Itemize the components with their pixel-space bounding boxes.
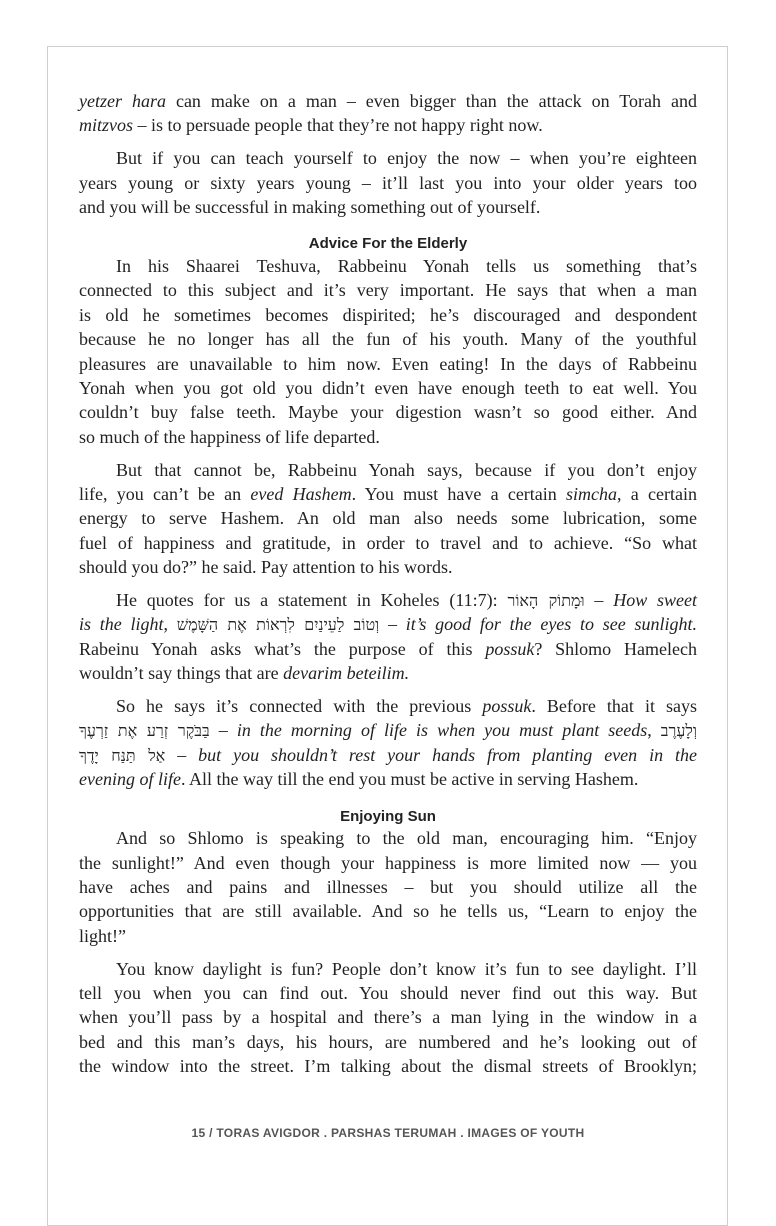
italic-text: How sweet [613, 590, 698, 611]
text-run: – [379, 614, 406, 635]
text-run: wouldn’t say things that are [79, 663, 284, 684]
text-line [79, 981, 697, 1005]
text-run: – [165, 744, 199, 765]
paragraph [79, 89, 697, 138]
text-run: Rabeinu Yonah asks what’s the purpose of this [79, 638, 486, 659]
text-line [79, 254, 697, 278]
text-run: can make on a man – even bigger than the attack on Torah and [165, 91, 697, 111]
text-line [79, 278, 697, 302]
text-run: when you’ll pass by a hospital and there’s a man lying in the window in a [79, 1007, 697, 1028]
text-line [79, 767, 697, 791]
paragraph [79, 588, 697, 686]
text-run: – is to persuade people that they’re not happy right now. [133, 115, 543, 136]
italic-text: simcha [566, 483, 618, 504]
text-run: , [163, 614, 177, 635]
text-run: You know daylight is fun? People don’t know it’s fun to see daylight. I’ll [116, 958, 697, 979]
text-run: – [584, 590, 614, 611]
text-run: fuel of happiness and gratitude, in order to travel and to achieve. “So what [79, 532, 697, 553]
text-run: . All the way till the end you must be active in serving Hashem. [180, 769, 639, 790]
text-run: Yonah when you got old you didn’t even have enough teeth to eat well. You [79, 377, 697, 398]
page-footer: 15 / TORAS AVIGDOR . PARSHAS TERUMAH . IMAGES OF YOUTH [191, 1126, 585, 1140]
text-line [79, 531, 697, 555]
text-run: couldn’t buy false teeth. Maybe your digestion wasn’t so good either. And [79, 402, 697, 423]
paragraph [79, 254, 697, 449]
italic-text: but you shouldn’t rest your hands from planting even in the [198, 744, 698, 765]
italic-text: possuk [485, 638, 535, 659]
text-run: should you do?” he said. Pay attention to his words. [79, 557, 453, 578]
text-line [79, 400, 697, 424]
text-line [79, 1054, 697, 1078]
text-line [79, 637, 697, 661]
text-line [79, 718, 697, 742]
text-line [79, 1030, 697, 1054]
text-run: – [209, 720, 237, 741]
paragraph [79, 146, 697, 219]
text-line [79, 555, 697, 579]
hebrew-quote: וְלָעֶרֶב [660, 721, 697, 741]
section-heading: Advice For the Elderly [308, 235, 468, 253]
italic-text: possuk [482, 696, 532, 717]
text-run: connected to this subject and it’s very important. He says that when a man [79, 280, 697, 301]
text-line [79, 425, 697, 449]
text-run: But that cannot be, Rabbeinu Yonah says, because if you don’t enjoy [116, 459, 697, 480]
hebrew-quote: וְטוֹב לַעֵינַיִם לִרְאוֹת אֶת הַשָּׁמֶשׁ [176, 615, 380, 635]
italic-text: yetzer hara [79, 91, 166, 111]
text-line [79, 458, 697, 482]
text-run: because he no longer has all the fun of his youth. Many of the youthful [79, 329, 697, 350]
text-run: opportunities that are still available. And so he tells us, “Learn to enjoy the [79, 901, 697, 922]
text-run: is old he sometimes becomes dispirited; he’s discouraged and despondent [79, 304, 697, 325]
text-run: ? Shlomo Hamelech [534, 638, 697, 659]
text-line [79, 661, 697, 685]
text-line [79, 924, 697, 948]
text-run: , a certain [617, 483, 697, 504]
italic-text: mitzvos [79, 115, 133, 136]
text-line [79, 376, 697, 400]
text-run: light!” [79, 925, 126, 946]
text-line [79, 482, 697, 506]
hebrew-quote: אַל תַּנַּח יָדֶךָ [79, 745, 166, 765]
text-run: But if you can teach yourself to enjoy the now – when you’re eighteen [116, 148, 697, 169]
text-run: have aches and pains and illnesses – but you should utilize all the [79, 876, 697, 897]
paragraph [79, 957, 697, 1079]
text-run: He quotes for us a statement in Koheles (11:7): [116, 590, 508, 611]
text-run: So he says it’s connected with the previous [116, 696, 483, 717]
text-line [79, 612, 697, 636]
text-line [79, 826, 697, 850]
text-run: years young or sixty years young – it’ll last you into your older years too [79, 172, 697, 193]
paragraph [79, 826, 697, 948]
text-run: bed and this man’s days, his hours, are numbered and he’s looking out of [79, 1031, 697, 1052]
text-run: And so Shlomo is speaking to the old man, encouraging him. “Enjoy [116, 828, 697, 849]
text-line [79, 694, 697, 718]
italic-text: it’s good for the eyes to see sunlight. [405, 614, 698, 635]
text-run: . You must have a certain [351, 483, 567, 504]
text-run: , [647, 720, 661, 741]
paragraph [79, 694, 697, 792]
text-run: life, you can’t be an [79, 483, 251, 504]
text-run: and you will be successful in making something out of yourself. [79, 197, 541, 218]
page-body [79, 89, 697, 1079]
text-run: . Before that it says [531, 696, 698, 717]
text-line [79, 957, 697, 981]
hebrew-quote: וּמָתוֹק הָאוֹר [507, 591, 585, 611]
text-run: so much of the happiness of life departed. [79, 426, 380, 447]
text-line [79, 146, 697, 170]
text-run: the window into the street. I’m talking about the dismal streets of Brooklyn; [79, 1056, 697, 1077]
text-run: pleasures are unavailable to him now. Even eating! In the days of Rabbeinu [79, 353, 697, 374]
italic-text: is the light [79, 614, 164, 635]
text-run: tell you when you can find out. You should never find out this way. But [79, 983, 697, 1003]
hebrew-quote: בַּבֹּקֶר זְרַע אֶת זַרְעֶךָ [79, 721, 210, 741]
text-line [79, 195, 697, 219]
italic-text: in the morning of life is when you must plant seeds [236, 720, 648, 741]
text-run: In his Shaarei Teshuva, Rabbeinu Yonah tells us something that’s [116, 255, 697, 276]
text-line [79, 303, 697, 327]
paragraph [79, 458, 697, 580]
text-line [79, 352, 697, 376]
text-line [79, 899, 697, 923]
text-line [79, 588, 697, 612]
text-line [79, 327, 697, 351]
text-line [79, 1005, 697, 1029]
italic-text: devarim beteilim. [283, 663, 410, 684]
text-line [79, 851, 697, 875]
italic-text: evening of life [79, 769, 181, 790]
text-line [79, 113, 697, 137]
text-line [79, 506, 697, 530]
text-line [79, 89, 697, 113]
text-line [79, 743, 697, 767]
italic-text: eved Hashem [250, 483, 352, 504]
text-line [79, 875, 697, 899]
text-run: energy to serve Hashem. An old man also needs some lubrication, some [79, 508, 697, 529]
section-heading: Enjoying Sun [340, 807, 436, 825]
text-run: the sunlight!” And even though your happiness is more limited now — you [79, 852, 697, 873]
text-line [79, 171, 697, 195]
